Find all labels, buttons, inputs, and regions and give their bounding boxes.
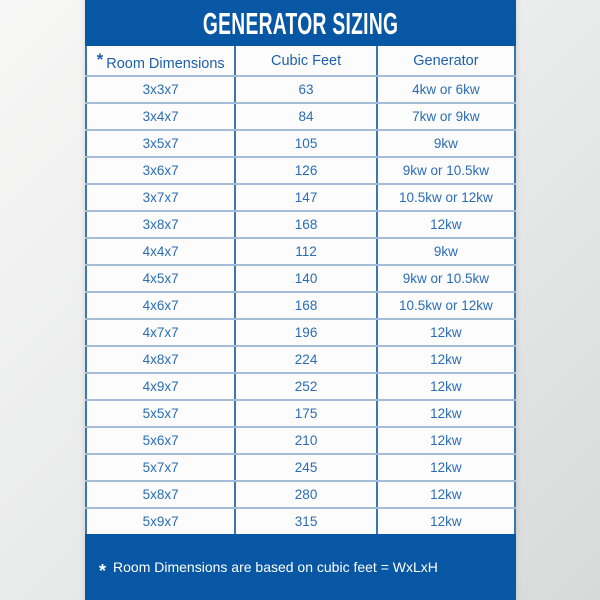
table-cell: 4x9x7 <box>86 373 235 400</box>
table-cell: 280 <box>235 481 377 508</box>
table-cell: 224 <box>235 346 377 373</box>
table-cell: 5x8x7 <box>86 481 235 508</box>
table-row <box>86 211 515 238</box>
table-cell: 63 <box>235 76 377 103</box>
table-cell: 9kw or 10.5kw <box>377 265 515 292</box>
table-cell: 4x5x7 <box>86 265 235 292</box>
table-cell: 9kw or 10.5kw <box>377 157 515 184</box>
table-cell: 9kw <box>377 238 515 265</box>
column-header-label: Room Dimensions <box>106 55 225 72</box>
generator-sizing-table <box>85 46 516 534</box>
table-row <box>86 292 515 319</box>
table-row <box>86 400 515 427</box>
title-bar <box>85 0 516 46</box>
table-cell: 315 <box>235 508 377 534</box>
table-row <box>86 157 515 184</box>
table-cell: 4kw or 6kw <box>377 76 515 103</box>
table-cell: 147 <box>235 184 377 211</box>
table-cell: 168 <box>235 292 377 319</box>
table-cell: 4x6x7 <box>86 292 235 319</box>
table-cell: 3x6x7 <box>86 157 235 184</box>
table-row <box>86 319 515 346</box>
table-cell: 252 <box>235 373 377 400</box>
table-cell: 112 <box>235 238 377 265</box>
table-cell: 4x7x7 <box>86 319 235 346</box>
table-row <box>86 238 515 265</box>
column-header-cubic-feet: Cubic Feet <box>235 46 377 76</box>
table-cell: 5x5x7 <box>86 400 235 427</box>
table-cell: 5x6x7 <box>86 427 235 454</box>
table-row <box>86 481 515 508</box>
column-header-room-dimensions <box>86 46 235 76</box>
table-cell: 12kw <box>377 211 515 238</box>
table-body <box>86 76 515 534</box>
table-cell: 175 <box>235 400 377 427</box>
table-cell: 5x7x7 <box>86 454 235 481</box>
table-row <box>86 427 515 454</box>
table-cell: 12kw <box>377 319 515 346</box>
table-cell: 9kw <box>377 130 515 157</box>
table-cell: 12kw <box>377 481 515 508</box>
table-row <box>86 184 515 211</box>
footnote-bar: * Room Dimensions are based on cubic feet = WxLxH <box>99 559 438 581</box>
table-cell: 12kw <box>377 508 515 534</box>
table-cell: 7kw or 9kw <box>377 103 515 130</box>
table-cell: 3x7x7 <box>86 184 235 211</box>
table-cell: 126 <box>235 157 377 184</box>
table-cell: 12kw <box>377 400 515 427</box>
table-cell: 210 <box>235 427 377 454</box>
table-cell: 140 <box>235 265 377 292</box>
table-row <box>86 508 515 534</box>
table-cell: 12kw <box>377 373 515 400</box>
table-row <box>86 454 515 481</box>
asterisk-marker: * <box>96 49 104 69</box>
table-cell: 196 <box>235 319 377 346</box>
table-cell: 3x4x7 <box>86 103 235 130</box>
table-cell: 3x8x7 <box>86 211 235 238</box>
table-row <box>86 346 515 373</box>
table-cell: 3x3x7 <box>86 76 235 103</box>
table-row <box>86 265 515 292</box>
generator-sizing-panel <box>85 0 516 600</box>
footnote-text: Room Dimensions are based on cubic feet = WxLxH <box>113 559 438 575</box>
table-header-row <box>86 46 515 76</box>
table-cell: 4x4x7 <box>86 238 235 265</box>
page-title: GENERATOR SIZING <box>202 5 399 41</box>
table-row <box>86 373 515 400</box>
table-row <box>86 103 515 130</box>
table-cell: 105 <box>235 130 377 157</box>
table-cell: 10.5kw or 12kw <box>377 184 515 211</box>
table-row <box>86 76 515 103</box>
table-cell: 168 <box>235 211 377 238</box>
table-cell: 12kw <box>377 427 515 454</box>
table-cell: 12kw <box>377 454 515 481</box>
table-cell: 4x8x7 <box>86 346 235 373</box>
table-cell: 10.5kw or 12kw <box>377 292 515 319</box>
table-row <box>86 130 515 157</box>
table-cell: 5x9x7 <box>86 508 235 534</box>
table-cell: 84 <box>235 103 377 130</box>
table-cell: 12kw <box>377 346 515 373</box>
column-header-generator: Generator <box>377 46 515 76</box>
table-cell: 245 <box>235 454 377 481</box>
table-cell: 3x5x7 <box>86 130 235 157</box>
